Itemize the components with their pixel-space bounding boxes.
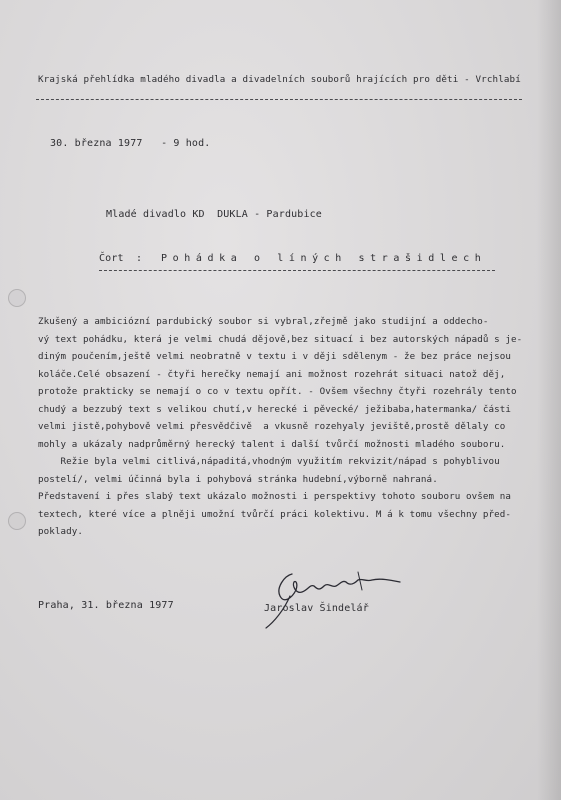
body-line: koláče.Celé obsazení - čtyři herečky nemají ani možnost rozehrát situaci natož děj, <box>38 368 506 380</box>
festival-header: Krajská přehlídka mladého divadla a divadelních souborů hrajících pro děti - Vrchlabí <box>38 74 521 85</box>
body-line: vý text pohádku, která je velmi chudá dějově,bez situací i bez autorských nápadů s je- <box>38 333 523 345</box>
body-line: Představení i přes slabý text ukázalo možnosti i perspektivy tohoto souboru ovšem na <box>38 491 512 502</box>
body-line: Režie byla velmi citlivá,nápaditá,vhodným využitím rekvizit/nápad s pohyblivou <box>38 456 500 467</box>
signer-name: Jaroslav Šindelář <box>264 603 369 614</box>
theatre-company: Mladé divadlo KD DUKLA - Pardubice <box>106 209 322 220</box>
punch-hole-top <box>8 289 26 307</box>
body-line: velmi jistě,pohybově velmi přesvědčivě a vkusně rozehyaly jeviště,prostě dělaly co <box>38 421 506 432</box>
body-line: Zkušený a ambiciózní pardubický soubor si vybral,zřejmě jako studijní a oddecho- <box>38 316 489 327</box>
punch-hole-bottom <box>8 512 26 530</box>
body-line: protože prakticky se nemají o co v textu opřít. - Ovšem všechny čtyři rozehrály tento <box>38 386 517 397</box>
header-dashed-rule <box>36 99 522 100</box>
body-line: textech, které více a plněji umožní tvůrčí práci kolektivu. M á k tomu všechny před- <box>38 508 512 520</box>
handwritten-signature <box>262 566 412 630</box>
performance-date: 30. března 1977 - 9 hod. <box>50 138 211 149</box>
title-dashed-rule <box>99 270 495 271</box>
play-author: Čort : <box>99 253 143 264</box>
page-edge-shadow <box>537 0 561 800</box>
body-line: poklady. <box>38 526 84 537</box>
body-line: diným poučením,ještě velmi neobratně v textu i v ději sdělenym - že bez práce nejsou <box>38 351 512 362</box>
play-title: Pohádka o líných strašidlech <box>161 253 487 264</box>
body-line: postelí/, velmi účinná byla i pohybová stránka hudební,výborně nahraná. <box>38 473 438 485</box>
body-line: mohly a ukázaly nadprůměrný herecký talent i další tvůrčí možnosti mladého souboru. <box>38 438 506 450</box>
body-line: chudý a bezzubý text s velikou chutí,v herecké i pěvecké/ ježibaba,hatermanka/ části <box>38 403 512 415</box>
place-and-date: Praha, 31. března 1977 <box>38 600 174 611</box>
